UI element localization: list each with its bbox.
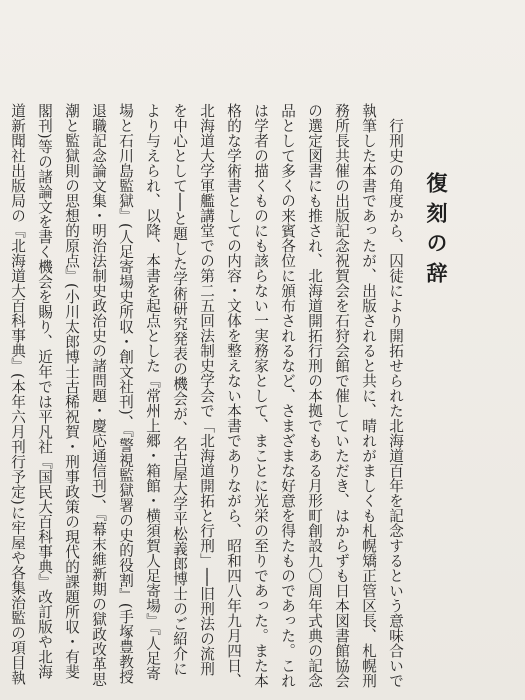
body-text: [0, 103, 409, 688]
paragraph: 行刑史の角度から、囚徒により開拓せられた北海道百年を記念するという意味合いで執筆した本書であったが、出版されると共に、晴れがましくも札幌矯正管区長、札幌刑務所長共催の出版記念祝賀会を石狩会館で催していただき、はからずも日本図書館協会の選定図書にも推され、北海道開拓行刑の本拠でもある月形町創設九〇周年式典の記念品として多くの来賓各位に頒布されるなど、さまざまな好意を得たものであった。これは学者の描くものにも該らない一実務家として、まことに光栄の至りであった。また本格的な学術書としての内容・文体を整えない本書でありながら、昭和四八年九月四日、北海道大学軍艦講堂での第二五回法制史学会で「北海道開拓と行刑」──旧刑法の流刑を中心として──と題した学術研究発表の機会が、名古屋大学平松義郎博士のご紹介により与えられ、以降、本書を起点とした『常州上郷・箱館・横須賀人足寄場』『人足寄場と石川島監獄』(人足寄場史所収・創文社刊)、『警視監獄署の史的役割』(手塚豊教授退職記念論文集・明治法制史政治史の諸問題・慶応通信刊)、『幕末維新期の獄政改革思潮と監獄則の思想的原点』(小川太郎博士古稀祝賀・刑事政策の現代的課題所収・有斐閣刊)等の諸論文を書く機会を賜り、近年では平凡社『国民大百科事典』改訂版や北海道新聞社出版局の『北海道大百科事典』(本年六月刊行予定)に牢屋や各集治監の項目執: [9, 103, 404, 688]
page-title: 復刻の辞: [424, 172, 449, 292]
